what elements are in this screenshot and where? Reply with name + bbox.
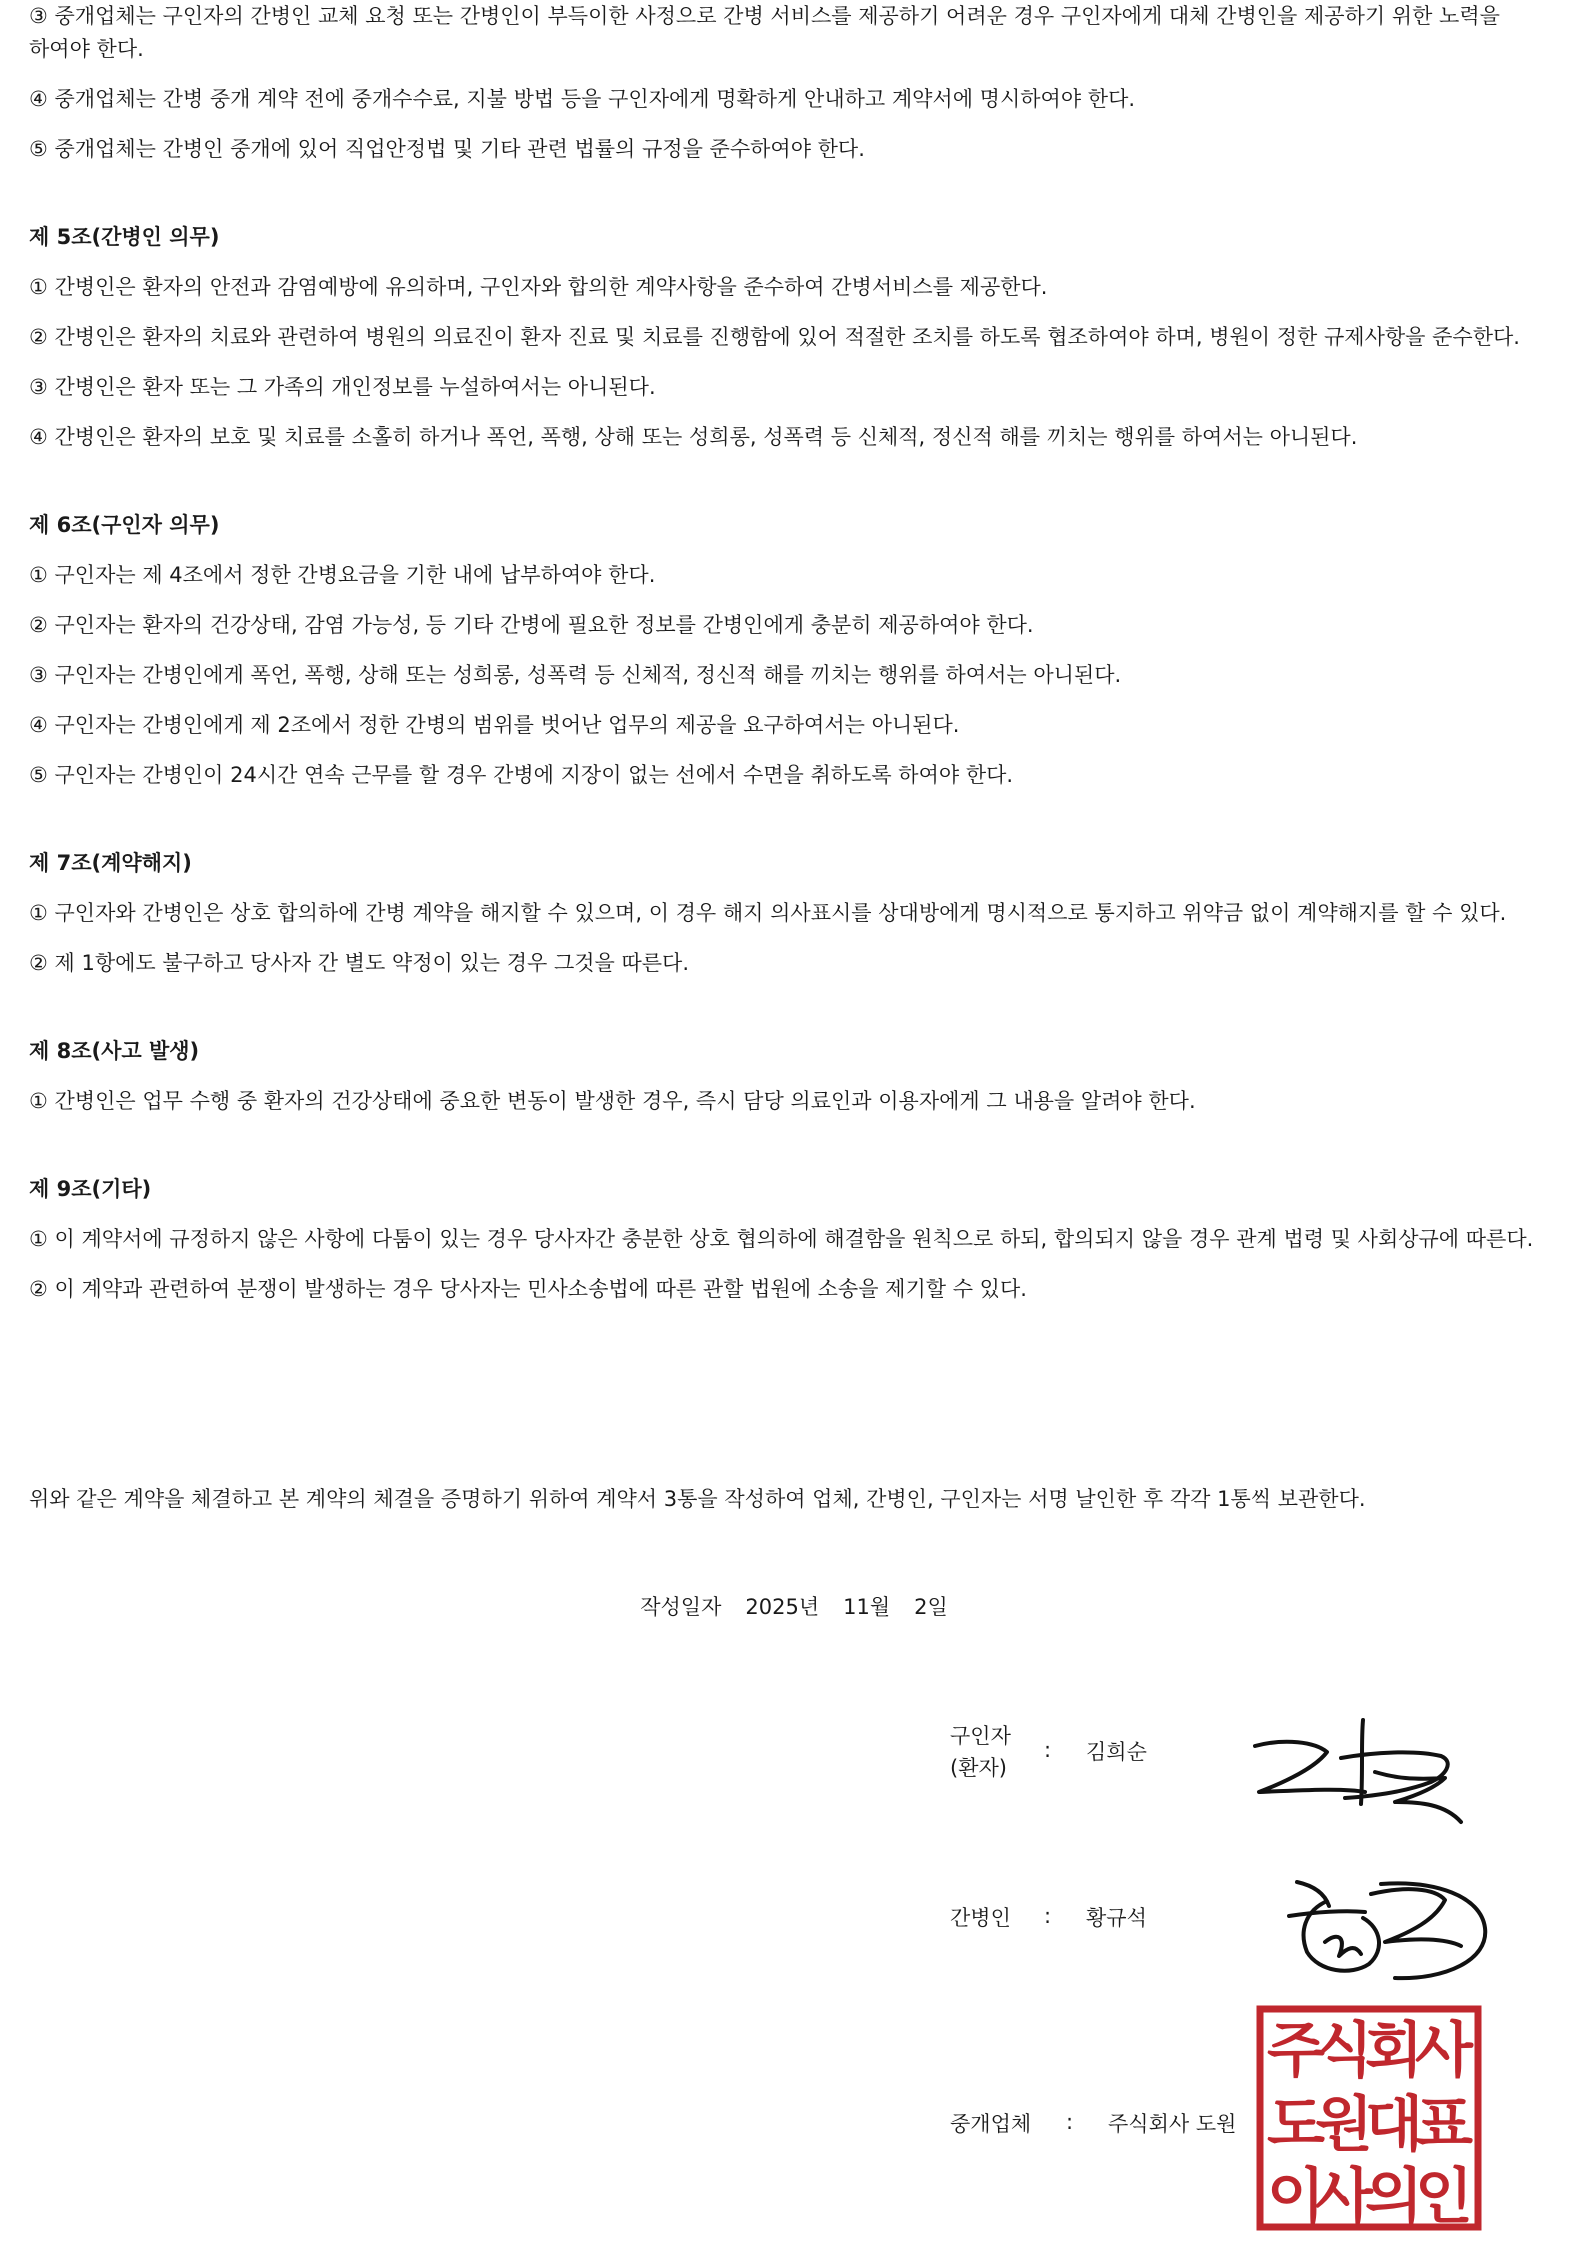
agency-name: 주식회사 도원 — [1108, 2112, 1237, 2136]
clause-paragraph: ③ 중개업체는 구인자의 간병인 교체 요청 또는 간병인이 부득이한 사정으로 간병 서비스를 제공하기 어려운 경우 구인자에게 대체 간병인을 제공하기 위한 노력을 하여야 한다. — [29, 4, 1500, 61]
clause-paragraph: ① 구인자와 간병인은 상호 합의하에 간병 계약을 해지할 수 있으며, 이 경우 해지 의사표시를 상대방에게 명시적으로 통지하고 위약금 없이 계약해지를 할 수 있다. — [29, 901, 1507, 925]
agency-label: 중개업체 — [950, 2112, 1032, 2136]
svg-text:주: 주 — [1267, 2016, 1325, 2086]
svg-text:사: 사 — [1415, 2016, 1473, 2086]
clause-paragraph: ④ 중개업체는 간병 중개 계약 전에 중개수수료, 지불 방법 등을 구인자에게 명확하게 안내하고 계약서에 명시하여야 한다. — [29, 87, 1136, 111]
svg-text:의: 의 — [1365, 2162, 1423, 2231]
clause-paragraph: ⑤ 구인자는 간병인이 24시간 연속 근무를 할 경우 간병에 지장이 없는 선에서 수면을 취하도록 하여야 한다. — [29, 763, 1014, 787]
article-5 — [29, 221, 1564, 454]
article-8 — [29, 1035, 1564, 1118]
clause-paragraph: ① 구인자는 제 4조에서 정한 간병요금을 기한 내에 납부하여야 한다. — [29, 563, 656, 587]
article-title: 제 6조(구인자 의무) — [29, 513, 220, 537]
date-year: 2025년 — [745, 1595, 820, 1619]
article-7 — [29, 847, 1564, 980]
article-6 — [29, 509, 1564, 792]
section-continuation — [29, 0, 1564, 166]
closing-statement: 위와 같은 계약을 체결하고 본 계약의 체결을 증명하기 위하여 계약서 3통을 작성하여 업체, 간병인, 구인자는 서명 날인한 후 각각 1통씩 보관한다. — [29, 1487, 1366, 1511]
svg-text:회: 회 — [1365, 2016, 1423, 2086]
client-sublabel: (환자) — [950, 1756, 1007, 1780]
clause-paragraph: ③ 구인자는 간병인에게 폭언, 폭행, 상해 또는 성희롱, 성폭력 등 신체적, 정신적 해를 끼치는 행위를 하여서는 아니된다. — [29, 663, 1122, 687]
written-date — [0, 1591, 1588, 1624]
party-client — [950, 1721, 1250, 1791]
article-title: 제 9조(기타) — [29, 1177, 152, 1201]
company-seal-image — [1256, 2005, 1482, 2231]
svg-text:식: 식 — [1315, 2016, 1373, 2086]
date-day: 2일 — [914, 1595, 948, 1619]
svg-text:도: 도 — [1267, 2090, 1325, 2160]
clause-paragraph: ⑤ 중개업체는 간병인 중개에 있어 직업안정법 및 기타 관련 법률의 규정을 준수하여야 한다. — [29, 137, 865, 161]
client-signature-image — [1245, 1712, 1475, 1832]
svg-text:사: 사 — [1315, 2162, 1373, 2231]
clause-paragraph: ② 간병인은 환자의 치료와 관련하여 병원의 의료진이 환자 진료 및 치료를 진행함에 있어 적절한 조치를 하도록 협조하여야 하며, 병원이 정한 규제사항을 준수한다. — [29, 325, 1520, 349]
caregiver-signature-image — [1285, 1872, 1495, 1992]
agency-colon: : — [1066, 2110, 1074, 2134]
svg-text:원: 원 — [1315, 2090, 1373, 2160]
clause-paragraph: ② 이 계약과 관련하여 분쟁이 발생하는 경우 당사자는 민사소송법에 따른 관할 법원에 소송을 제기할 수 있다. — [29, 1277, 1027, 1301]
party-caregiver — [950, 1903, 1250, 1943]
svg-text:인: 인 — [1415, 2162, 1473, 2231]
clause-paragraph: ④ 간병인은 환자의 보호 및 치료를 소홀히 하거나 폭언, 폭행, 상해 또는 성희롱, 성폭력 등 신체적, 정신적 해를 끼치는 행위를 하여서는 아니된다. — [29, 425, 1358, 449]
client-colon: : — [1044, 1738, 1052, 1762]
svg-text:대: 대 — [1365, 2090, 1423, 2160]
date-label: 작성일자 — [640, 1595, 722, 1619]
article-title: 제 5조(간병인 의무) — [29, 225, 220, 249]
date-month: 11월 — [843, 1595, 891, 1619]
caregiver-colon: : — [1044, 1904, 1052, 1928]
article-title: 제 8조(사고 발생) — [29, 1039, 200, 1063]
caregiver-label: 간병인 — [950, 1906, 1011, 1930]
svg-text:이: 이 — [1267, 2162, 1325, 2231]
client-name: 김희순 — [1086, 1740, 1147, 1764]
contract-body — [29, 0, 1564, 1306]
svg-text:표: 표 — [1415, 2090, 1473, 2160]
article-title: 제 7조(계약해지) — [29, 851, 192, 875]
clause-paragraph: ② 구인자는 환자의 건강상태, 감염 가능성, 등 기타 간병에 필요한 정보를 간병인에게 충분히 제공하여야 한다. — [29, 613, 1034, 637]
clause-paragraph: ④ 구인자는 간병인에게 제 2조에서 정한 간병의 범위를 벗어난 업무의 제공을 요구하여서는 아니된다. — [29, 713, 960, 737]
clause-paragraph: ① 간병인은 업무 수행 중 환자의 건강상태에 중요한 변동이 발생한 경우, 즉시 담당 의료인과 이용자에게 그 내용을 알려야 한다. — [29, 1089, 1196, 1113]
caregiver-name: 황규석 — [1086, 1906, 1147, 1930]
client-label: 구인자 — [950, 1724, 1011, 1748]
article-9 — [29, 1173, 1564, 1306]
clause-paragraph: ② 제 1항에도 불구하고 당사자 간 별도 약정이 있는 경우 그것을 따른다. — [29, 951, 690, 975]
party-agency — [950, 2109, 1270, 2149]
clause-paragraph: ① 간병인은 환자의 안전과 감염예방에 유의하며, 구인자와 합의한 계약사항을 준수하여 간병서비스를 제공한다. — [29, 275, 1048, 299]
clause-paragraph: ① 이 계약서에 규정하지 않은 사항에 다툼이 있는 경우 당사자간 충분한 상호 협의하에 해결함을 원칙으로 하되, 합의되지 않을 경우 관계 법령 및 사회상규에 따른다. — [29, 1227, 1534, 1251]
clause-paragraph: ③ 간병인은 환자 또는 그 가족의 개인정보를 누설하여서는 아니된다. — [29, 375, 656, 399]
